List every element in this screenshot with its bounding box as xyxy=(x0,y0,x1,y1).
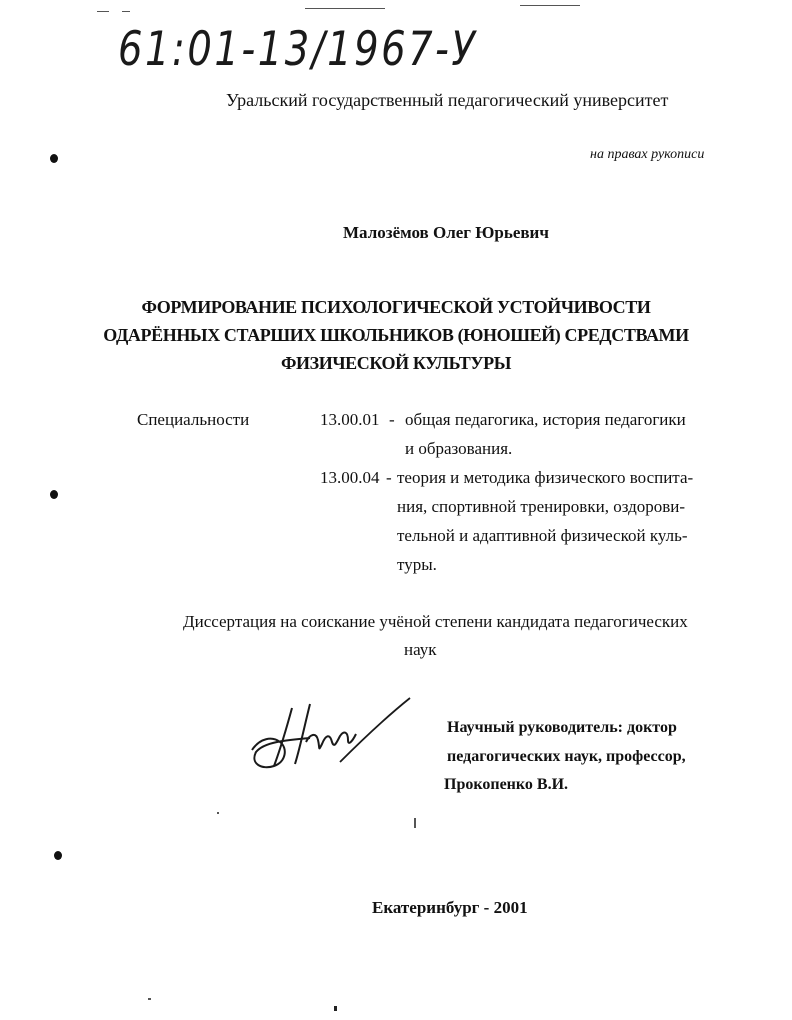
scan-mark xyxy=(217,812,219,814)
author-name: Малозёмов Олег Юрьевич xyxy=(343,223,549,242)
specialty-code-2: 13.00.04 xyxy=(320,468,380,487)
scan-mark xyxy=(148,998,151,1000)
university-name: Уральский государственный педагогический университет xyxy=(226,90,669,110)
specialty-dash-2: - xyxy=(386,468,392,487)
specialty-desc-2-line-4: туры. xyxy=(397,555,437,574)
specialty-desc-2-line-2: ния, спортивной тренировки, оздорови- xyxy=(397,497,686,516)
supervisor-name: Прокопенко В.И. xyxy=(444,776,569,793)
specialty-dash-1: - xyxy=(389,410,395,429)
manuscript-rights-note: на правах рукописи xyxy=(590,147,705,162)
specialty-code-1: 13.00.01 xyxy=(320,410,380,429)
binder-hole-mark xyxy=(54,851,62,860)
scan-mark xyxy=(414,818,416,828)
dissertation-degree-line-1: Диссертация на соискание учёной степени кандидата педагогических xyxy=(183,612,688,631)
supervisor-title-line-2: педагогических наук, профессор, xyxy=(447,748,686,765)
specialty-desc-2-line-1: теория и методика физического воспита- xyxy=(397,468,694,487)
author-signature xyxy=(240,690,420,780)
scan-mark xyxy=(305,8,385,9)
scan-mark xyxy=(334,1006,337,1011)
binder-hole-mark xyxy=(50,154,58,163)
specialty-desc-1-line-1: общая педагогика, история педагогики xyxy=(405,410,686,429)
thesis-title-line-1: ФОРМИРОВАНИЕ ПСИХОЛОГИЧЕСКОЙ УСТОЙЧИВОСТИ xyxy=(141,297,651,317)
specialty-label: Специальности xyxy=(137,410,250,429)
dissertation-degree-line-2: наук xyxy=(404,640,437,659)
handwritten-registry-code: 61:01-13/1967-У xyxy=(118,22,478,77)
city-and-year: Екатеринбург - 2001 xyxy=(372,898,528,917)
binder-hole-mark xyxy=(50,490,58,499)
scan-mark xyxy=(122,11,130,12)
thesis-title-line-3: ФИЗИЧЕСКОЙ КУЛЬТУРЫ xyxy=(280,353,512,373)
thesis-title-line-2: ОДАРЁННЫХ СТАРШИХ ШКОЛЬНИКОВ (ЮНОШЕЙ) СРЕДСТВАМИ xyxy=(103,325,689,345)
scan-mark xyxy=(520,5,580,6)
scan-mark xyxy=(97,11,109,12)
specialty-desc-1-line-2: и образования. xyxy=(405,439,513,458)
supervisor-title-line-1: Научный руководитель: доктор xyxy=(447,719,677,736)
specialty-desc-2-line-3: тельной и адаптивной физической куль- xyxy=(397,526,688,545)
